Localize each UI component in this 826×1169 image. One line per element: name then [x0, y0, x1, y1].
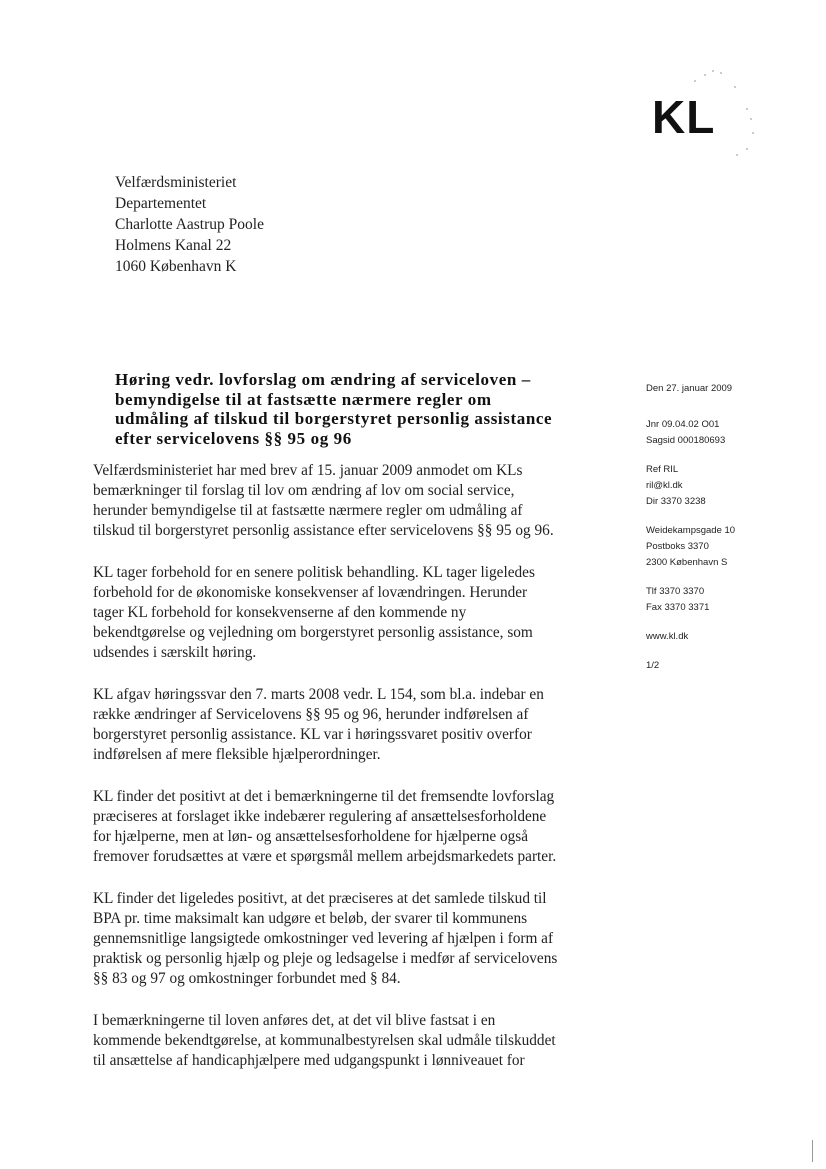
- paragraph: [93, 563, 623, 663]
- letter-body: [93, 461, 623, 1093]
- address-line: Departementet: [115, 195, 207, 212]
- letter-title: [115, 370, 615, 448]
- title-line: Høring vedr. lovforslag om ændring af serviceloven –: [115, 370, 531, 389]
- address-line: Velfærdsministeriet: [115, 174, 237, 191]
- address-line: 1060 København K: [115, 258, 237, 275]
- scan-edge-mark: [812, 1140, 813, 1162]
- journal-number: Jnr 09.04.02 O01: [646, 419, 720, 430]
- paragraph: [93, 1011, 623, 1071]
- body-line: for hjælperne, men at løn- og ansættelsesforholdene for hjælperne også: [93, 828, 528, 845]
- sender-info-column: [646, 381, 816, 687]
- title-line: udmåling af tilskud til borgerstyret personlig assistance: [115, 409, 553, 428]
- body-line: udsendes i særskilt høring.: [93, 644, 257, 661]
- body-line: KL tager forbehold for en senere politisk behandling. KL tager ligeledes: [93, 564, 535, 581]
- paragraph: [93, 461, 623, 541]
- body-line: bemærkninger til forslag til lov om ændring af lov om social service,: [93, 482, 515, 499]
- sender-city: 2300 København S: [646, 557, 728, 568]
- body-line: KL finder det ligeledes positivt, at det præciseres at det samlede tilskud til: [93, 890, 547, 907]
- paragraph: [93, 889, 623, 989]
- kl-logo: KL: [652, 91, 716, 143]
- body-line: KL afgav høringssvar den 7. marts 2008 vedr. L 154, som bl.a. indebar en: [93, 686, 544, 703]
- reference: Ref RIL: [646, 464, 679, 475]
- body-line: fremover forudsættes at være et spørgsmål mellem arbejdsmarkedets parter.: [93, 848, 557, 865]
- paragraph: [93, 685, 623, 765]
- body-line: Velfærdsministeriet har med brev af 15. januar 2009 anmodet om KLs: [93, 462, 523, 479]
- body-line: §§ 83 og 97 og omkostninger forbundet med § 84.: [93, 970, 401, 987]
- body-line: tager KL forbehold for konsekvenserne af den kommende ny: [93, 604, 467, 621]
- body-line: herunder bemyndigelse til at fastsætte nærmere regler om udmåling af: [93, 502, 523, 519]
- contact-email[interactable]: ril@kl.dk: [646, 480, 683, 491]
- body-line: præciseres at forslaget ikke indebærer regulering af ansættelsesforholdene: [93, 808, 547, 825]
- body-line: række ændringer af Servicelovens §§ 95 og 96, herunder indførelsen af: [93, 706, 529, 723]
- paragraph: [93, 787, 623, 867]
- body-line: borgerstyret personlig assistance. KL var i høringssvaret positiv overfor: [93, 726, 532, 743]
- sender-street: Weidekampsgade 10: [646, 525, 736, 536]
- body-line: forbehold for de økonomiske konsekvenser af lovændringen. Herunder: [93, 584, 528, 601]
- title-line: efter servicelovens §§ 95 og 96: [115, 428, 352, 448]
- direct-phone: Dir 3370 3238: [646, 496, 706, 507]
- address-line: Holmens Kanal 22: [115, 237, 232, 254]
- page-number: 1/2: [646, 660, 660, 671]
- body-line: I bemærkningerne til loven anføres det, at det vil blive fastsat i en: [93, 1012, 496, 1029]
- body-line: BPA pr. time maksimalt kan udgøre et beløb, der svarer til kommunens: [93, 910, 528, 927]
- body-line: indførelsen af mere fleksible hjælperordninger.: [93, 746, 381, 763]
- fax-number: Fax 3370 3371: [646, 602, 710, 613]
- recipient-address: [115, 172, 264, 277]
- body-line: kommende bekendtgørelse, at kommunalbestyrelsen skal udmåle tilskuddet: [93, 1032, 556, 1049]
- title-line: bemyndigelse til at fastsætte nærmere regler om: [115, 389, 492, 409]
- address-line: Charlotte Aastrup Poole: [115, 216, 264, 233]
- body-line: KL finder det positivt at det i bemærkningerne til det fremsendte lovforslag: [93, 788, 555, 805]
- body-line: bekendtgørelse og vejledning om borgerstyret personlig assistance, som: [93, 624, 533, 641]
- sender-postbox: Postboks 3370: [646, 541, 709, 552]
- body-line: gennemsnitlige langsigtede omkostninger ved levering af hjælpen i form af: [93, 930, 554, 947]
- website-link[interactable]: www.kl.dk: [646, 631, 689, 642]
- body-line: praktisk og personlig hjælp og pleje og ledsagelse i medfør af servicelovens: [93, 950, 558, 967]
- phone-number: Tlf 3370 3370: [646, 586, 705, 597]
- body-line: til ansættelse af handicaphjælpere med udgangspunkt i lønniveauet for: [93, 1052, 525, 1069]
- case-id: Sagsid 000180693: [646, 435, 726, 446]
- letter-date: Den 27. januar 2009: [646, 383, 733, 394]
- body-line: tilskud til borgerstyret personlig assistance efter servicelovens §§ 95 og 96.: [93, 522, 554, 539]
